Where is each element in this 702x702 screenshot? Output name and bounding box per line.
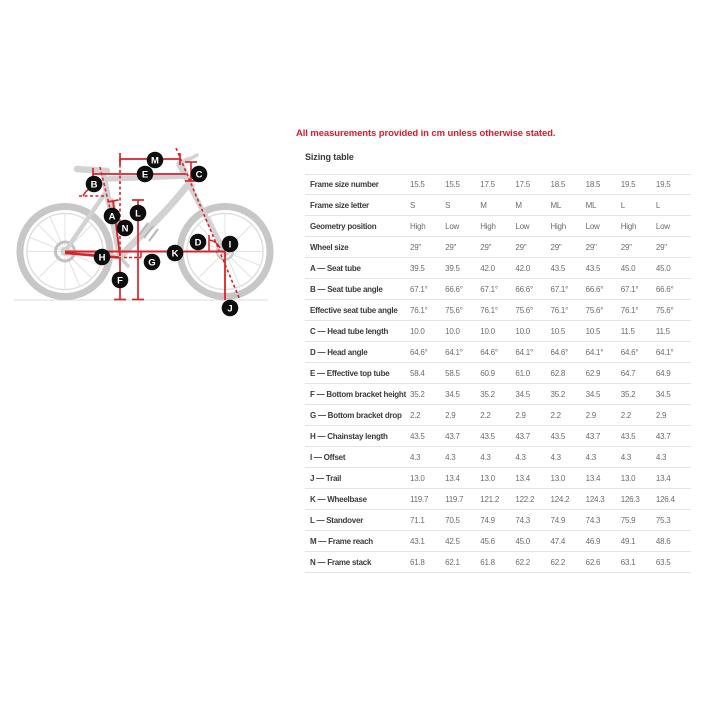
dimension-marker-B [86, 176, 103, 193]
row-value: 64.6° [410, 347, 428, 357]
row-value: 67.1° [620, 284, 639, 294]
row-label: Frame size number [310, 180, 379, 189]
marker-letter: C [195, 169, 203, 181]
row-label: I — Offset [310, 452, 346, 462]
row-value: 74.3 [585, 515, 601, 525]
row-value: 35.2 [410, 389, 425, 399]
row-label: C — Head tube length [310, 326, 389, 336]
row-value: 62.2 [550, 557, 566, 567]
table-row [305, 510, 691, 531]
row-value: 4.3 [515, 452, 526, 462]
row-value: 29" [410, 242, 421, 252]
row-value: 13.0 [550, 473, 566, 483]
row-value: 66.6° [655, 284, 674, 294]
row-value: 43.7 [655, 431, 671, 441]
dimension-marker-F [112, 272, 129, 289]
row-value: L [620, 200, 625, 210]
row-value: 62.2 [515, 557, 530, 567]
row-label: L — Standover [310, 515, 364, 525]
row-value: 43.5 [480, 431, 495, 441]
row-value: 75.6° [655, 305, 674, 315]
row-value: 64.6° [550, 347, 569, 357]
row-value: S [410, 200, 416, 210]
row-label: M — Frame reach [310, 536, 373, 546]
row-value: 2.9 [655, 410, 667, 420]
row-value: 2.2 [480, 410, 491, 420]
bike-geometry-diagram [0, 140, 290, 325]
row-value: 4.3 [585, 452, 596, 462]
dimension-marker-G [144, 254, 161, 271]
row-value: 10.0 [445, 326, 460, 336]
row-value: 75.6° [585, 305, 604, 315]
row-value: Low [445, 221, 460, 231]
row-value: 75.6° [515, 305, 533, 315]
row-value: 10.5 [550, 326, 566, 336]
row-value: 4.3 [550, 452, 561, 462]
row-value: 13.4 [445, 473, 460, 483]
dimension-marker-L [130, 205, 147, 222]
row-label: Wheel size [310, 242, 349, 252]
table-row [305, 216, 691, 237]
marker-letter: G [148, 257, 156, 269]
row-value: 119.7 [445, 494, 464, 504]
row-value: 74.9 [480, 515, 495, 525]
row-value: 66.6° [515, 284, 533, 294]
row-value: 29" [655, 242, 667, 252]
row-value: 64.1° [515, 347, 533, 357]
table-row [305, 279, 691, 300]
table-row [305, 195, 691, 216]
row-value: 67.1° [550, 284, 569, 294]
dimension-marker-D [190, 234, 207, 251]
dimension-marker-J [222, 300, 239, 317]
row-label: B — Seat tube angle [310, 284, 383, 294]
row-value: 67.1° [410, 284, 428, 294]
row-value: 43.1 [410, 536, 425, 546]
sizing-table-title: Sizing table [305, 152, 354, 162]
row-value: M [480, 200, 487, 210]
row-value: 66.6° [445, 284, 463, 294]
row-value: 62.1 [445, 557, 460, 567]
row-value: 10.5 [585, 326, 601, 336]
table-row [305, 426, 691, 447]
row-value: 62.8 [550, 368, 566, 378]
row-value: 49.1 [620, 536, 636, 546]
row-value: 39.5 [410, 263, 425, 273]
row-value: 48.6 [655, 536, 671, 546]
row-label: E — Effective top tube [310, 368, 390, 378]
row-value: 43.5 [585, 263, 601, 273]
row-value: 76.1° [410, 305, 428, 315]
dimension-marker-A [104, 208, 121, 225]
row-value: 34.5 [445, 389, 460, 399]
row-label: H — Chainstay length [310, 431, 388, 441]
row-value: 15.5 [445, 180, 460, 189]
row-value: 45.0 [515, 536, 530, 546]
row-value: 13.0 [410, 473, 425, 483]
table-row [305, 468, 691, 489]
row-value: 64.1° [655, 347, 674, 357]
row-value: High [550, 221, 566, 231]
row-label: N — Frame stack [310, 557, 372, 567]
row-label: Effective seat tube angle [310, 305, 398, 315]
table-row [305, 447, 691, 468]
row-value: 18.5 [550, 180, 566, 189]
row-value: 19.5 [620, 180, 636, 189]
row-value: ML [550, 200, 562, 210]
marker-letter: D [194, 237, 202, 249]
row-value: 2.9 [445, 410, 456, 420]
row-value: 42.0 [515, 263, 530, 273]
row-value: 13.0 [480, 473, 495, 483]
row-value: 17.5 [480, 180, 495, 189]
row-value: 35.2 [550, 389, 566, 399]
row-value: 34.5 [585, 389, 601, 399]
row-value: 74.9 [550, 515, 566, 525]
row-value: 42.0 [480, 263, 495, 273]
row-value: 124.2 [550, 494, 570, 504]
row-value: 29" [550, 242, 562, 252]
table-row [305, 384, 691, 405]
table-row [305, 174, 691, 195]
dimension-marker-M [147, 152, 164, 169]
row-value: 4.3 [655, 452, 667, 462]
dimension-marker-E [137, 166, 154, 183]
row-value: 76.1° [620, 305, 639, 315]
row-value: 64.6° [480, 347, 498, 357]
row-value: 47.4 [550, 536, 566, 546]
measurements-note: All measurements provided in cm unless otherwise stated. [296, 128, 556, 139]
row-value: M [515, 200, 522, 210]
row-value: 4.3 [445, 452, 456, 462]
row-value: 4.3 [620, 452, 632, 462]
crank [120, 257, 128, 266]
row-value: 10.0 [410, 326, 425, 336]
row-value: 124.3 [585, 494, 605, 504]
row-value: 64.6° [620, 347, 639, 357]
marker-letter: L [135, 208, 141, 220]
row-value: 76.1° [550, 305, 569, 315]
marker-letter: K [171, 248, 179, 260]
row-value: 29" [585, 242, 597, 252]
row-value: Low [585, 221, 600, 231]
row-value: 74.3 [515, 515, 530, 525]
row-value: 58.5 [445, 368, 460, 378]
row-value: 45.6 [480, 536, 495, 546]
row-value: 75.6° [445, 305, 463, 315]
marker-letter: N [121, 223, 129, 235]
row-value: 62.9 [585, 368, 601, 378]
row-value: High [410, 221, 426, 231]
row-label: Frame size letter [310, 200, 369, 210]
row-value: 17.5 [515, 180, 530, 189]
row-value: Low [655, 221, 670, 231]
row-value: 34.5 [655, 389, 671, 399]
row-value: 43.5 [620, 431, 636, 441]
row-value: 64.1° [585, 347, 604, 357]
table-row [305, 531, 691, 552]
row-value: 45.0 [655, 263, 671, 273]
row-value: 2.2 [620, 410, 632, 420]
row-value: 126.3 [620, 494, 640, 504]
row-value: 60.9 [480, 368, 495, 378]
marker-letter: B [90, 179, 98, 191]
row-value: L [655, 200, 661, 210]
row-value: 13.0 [620, 473, 636, 483]
row-value: 43.5 [410, 431, 425, 441]
row-value: 62.6 [585, 557, 601, 567]
row-value: 2.2 [410, 410, 421, 420]
row-value: 43.7 [445, 431, 460, 441]
row-value: 67.1° [480, 284, 498, 294]
table-row [305, 405, 691, 426]
row-value: 63.5 [655, 557, 671, 567]
marker-letter: J [227, 303, 233, 315]
row-value: 2.9 [515, 410, 526, 420]
dimension-marker-I [222, 236, 239, 253]
row-value: 18.5 [585, 180, 601, 189]
row-value: 71.1 [410, 515, 425, 525]
row-value: 119.7 [410, 494, 429, 504]
marker-letter: F [117, 275, 123, 287]
row-label: J — Trail [310, 473, 342, 483]
row-value: 15.5 [410, 180, 425, 189]
dimension-marker-K [167, 245, 184, 262]
row-value: S [445, 200, 451, 210]
row-value: 75.9 [620, 515, 636, 525]
table-row [305, 258, 691, 279]
row-value: 13.4 [585, 473, 601, 483]
row-value: 10.0 [480, 326, 495, 336]
row-value: 13.4 [515, 473, 530, 483]
row-value: High [620, 221, 637, 231]
dimension-marker-N [117, 220, 134, 237]
row-label: F — Bottom bracket height [310, 389, 406, 399]
row-label: Geometry position [310, 221, 377, 231]
row-value: 19.5 [655, 180, 671, 189]
dimension-marker-H [94, 249, 111, 266]
row-value: 45.0 [620, 263, 636, 273]
row-label: K — Wheelbase [310, 494, 367, 504]
marker-letter: A [108, 211, 116, 223]
row-value: 43.7 [515, 431, 530, 441]
row-value: 63.1 [620, 557, 636, 567]
marker-letter: I [228, 239, 232, 251]
row-value: 64.7 [620, 368, 636, 378]
table-row [305, 342, 691, 363]
row-value: 10.0 [515, 326, 530, 336]
row-value: ML [585, 200, 597, 210]
row-value: 122.2 [515, 494, 535, 504]
row-value: High [480, 221, 496, 231]
saddle [77, 169, 107, 171]
row-value: 35.2 [620, 389, 636, 399]
table-row [305, 363, 691, 384]
row-value: 61.0 [515, 368, 530, 378]
row-value: 66.6° [585, 284, 604, 294]
row-value: 43.5 [550, 431, 566, 441]
row-value: 43.7 [585, 431, 601, 441]
row-value: 39.5 [445, 263, 460, 273]
row-value: 29" [515, 242, 527, 252]
row-value: 64.9 [655, 368, 671, 378]
table-row [305, 321, 691, 342]
row-value: 13.4 [655, 473, 671, 483]
row-value: 43.5 [550, 263, 566, 273]
row-value: 61.8 [480, 557, 495, 567]
table-row [305, 300, 691, 321]
row-value: 4.3 [410, 452, 421, 462]
row-value: 46.9 [585, 536, 601, 546]
row-value: 35.2 [480, 389, 495, 399]
row-value: 70.5 [445, 515, 460, 525]
marker-letter: H [98, 252, 106, 264]
row-label: G — Bottom bracket drop [310, 410, 402, 420]
row-value: 4.3 [480, 452, 491, 462]
row-value: 121.2 [480, 494, 500, 504]
marker-letter: E [141, 169, 149, 181]
row-value: 42.5 [445, 536, 460, 546]
table-row [305, 552, 691, 573]
row-value: 61.8 [410, 557, 425, 567]
sizing-table [305, 174, 691, 573]
row-value: 2.2 [550, 410, 561, 420]
sizing-table-body [305, 174, 691, 573]
row-value: 64.1° [445, 347, 463, 357]
row-value: 29" [620, 242, 632, 252]
row-value: 2.9 [585, 410, 596, 420]
row-value: 29" [445, 242, 457, 252]
row-value: 126.4 [655, 494, 675, 504]
row-value: 11.5 [620, 326, 635, 336]
row-value: 58.4 [410, 368, 425, 378]
row-value: 34.5 [515, 389, 530, 399]
row-value: Low [515, 221, 530, 231]
row-value: 11.5 [655, 326, 670, 336]
table-row [305, 237, 691, 258]
table-row [305, 489, 691, 510]
row-value: 76.1° [480, 305, 498, 315]
dimension-marker-C [191, 166, 208, 183]
marker-letter: M [151, 155, 159, 167]
row-label: D — Head angle [310, 347, 368, 357]
row-value: 29" [480, 242, 492, 252]
row-value: 75.3 [655, 515, 671, 525]
row-label: A — Seat tube [310, 263, 361, 273]
